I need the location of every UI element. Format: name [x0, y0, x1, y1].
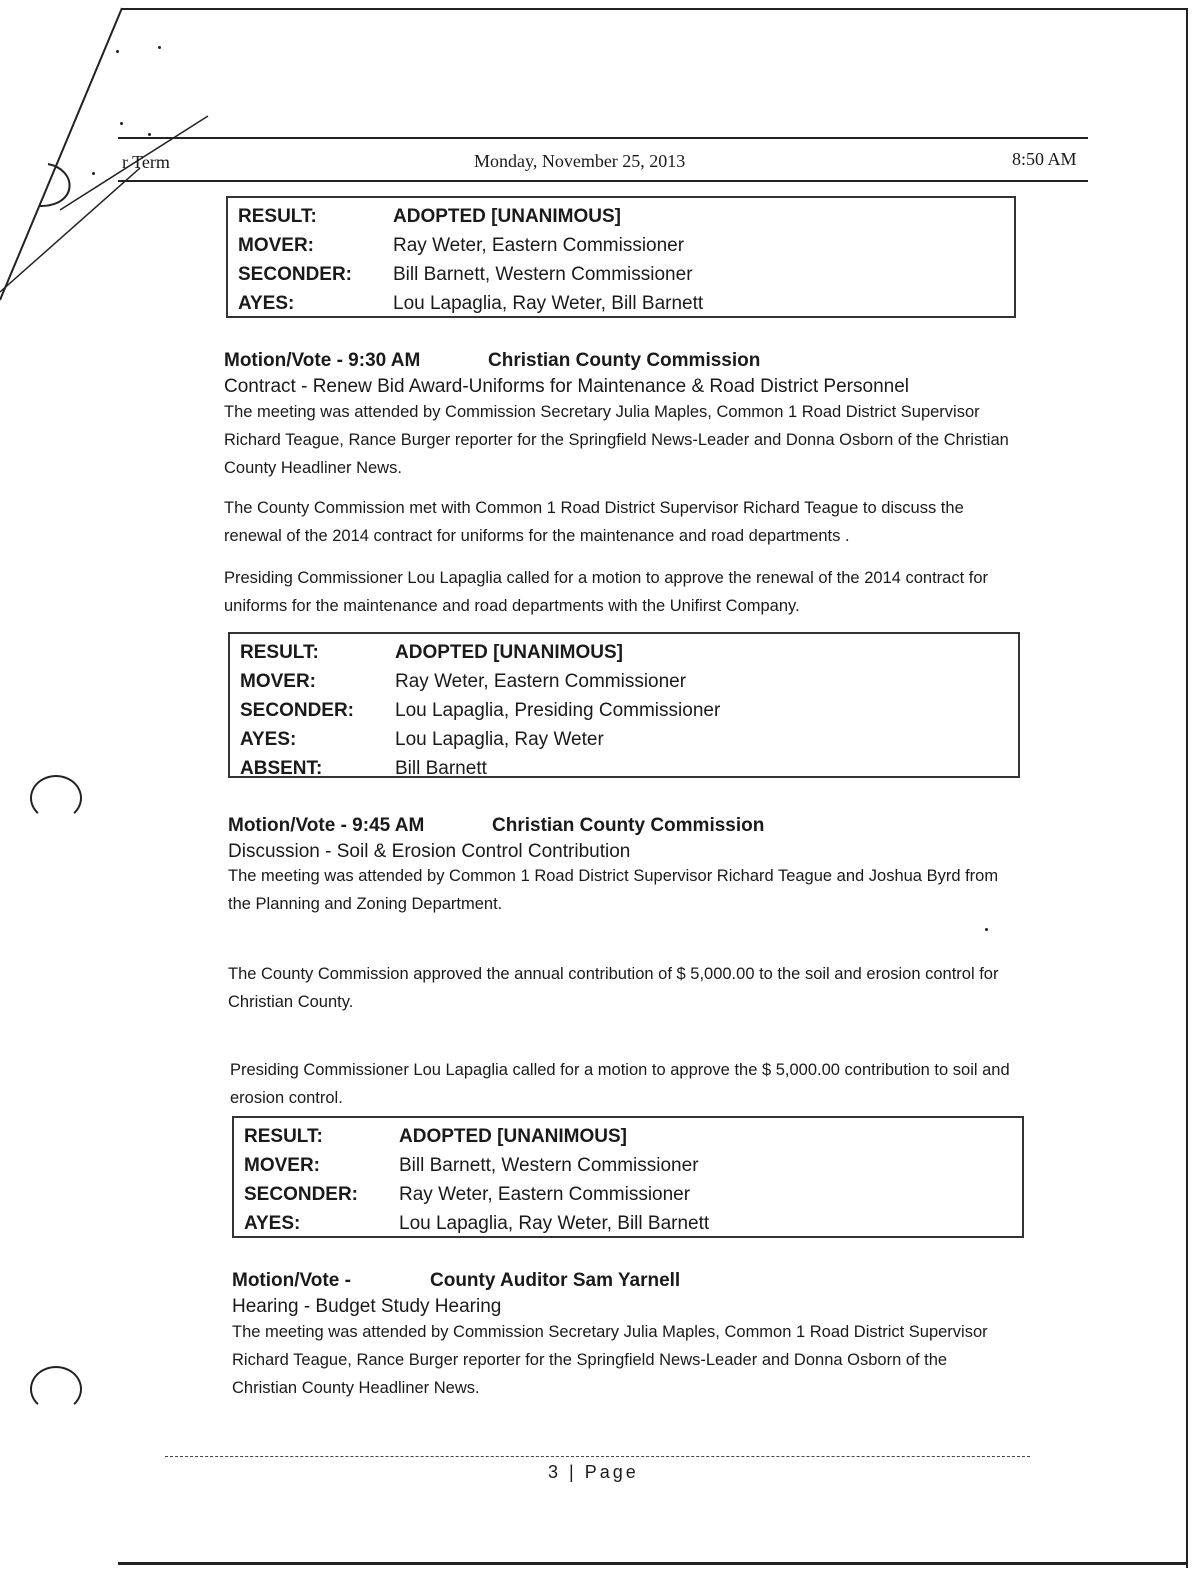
header-rule-bottom: [118, 180, 1088, 182]
vote-row-absent: [240, 754, 1008, 783]
seconder-label: SECONDER:: [244, 1183, 359, 1205]
mover-value: Ray Weter, Eastern Commissioner: [395, 670, 687, 692]
section-paragraph: Presiding Commissioner Lou Lapaglia called for a motion to approve the $ 5,000.00 contribution to soil and erosion control.: [230, 1061, 1010, 1107]
vote-row-mover: [240, 667, 1008, 696]
seconder-value: Bill Barnett, Western Commissioner: [393, 263, 693, 285]
section-motion-time: Motion/Vote - 9:45 AM: [228, 815, 425, 836]
header-term: r Term: [122, 152, 170, 172]
vote-result-box: [232, 1116, 1024, 1238]
scan-speck: [120, 122, 123, 125]
scan-speck: [148, 133, 151, 136]
section-organization: Christian County Commission: [488, 350, 761, 371]
result-label: RESULT:: [238, 205, 317, 227]
vote-row-mover: [238, 231, 1004, 260]
ayes-label: AYES:: [238, 292, 295, 314]
vote-row-ayes: [240, 725, 1008, 754]
section-paragraph: The meeting was attended by Common 1 Road District Supervisor Richard Teague and Joshua Byrd from the Planning and Zoning Department.: [228, 867, 999, 913]
section-organization: Christian County Commission: [492, 815, 765, 836]
punch-hole: [30, 1366, 82, 1412]
scan-speck: [158, 46, 161, 49]
scan-border-right: [1186, 8, 1188, 1568]
section-paragraph: The meeting was attended by Commission Secretary Julia Maples, Common 1 Road District Supervisor Richard Teague, Rance Burger reporter for the Springfield News-Leader and Donna Osborn of the Christian County Headliner News.: [224, 403, 1009, 477]
ayes-label: AYES:: [240, 728, 297, 750]
scan-speck: [116, 50, 119, 53]
section-subheading: Hearing - Budget Study Hearing: [232, 1296, 502, 1317]
mover-value: Bill Barnett, Western Commissioner: [399, 1154, 699, 1176]
ayes-value: Lou Lapaglia, Ray Weter, Bill Barnett: [393, 292, 704, 314]
section-heading: [224, 350, 760, 372]
vote-row-ayes: [244, 1209, 1012, 1238]
result-value: ADOPTED [UNANIMOUS]: [395, 641, 623, 663]
absent-label: ABSENT:: [240, 757, 323, 779]
section-heading: [228, 815, 764, 837]
scan-border-top: [122, 8, 1188, 10]
ayes-value: Lou Lapaglia, Ray Weter: [395, 728, 604, 750]
section-paragraph: The meeting was attended by Commission Secretary Julia Maples, Common 1 Road District Supervisor Richard Teague, Rance Burger reporter for the Springfield News-Leader and Donna Osborn of the Christian County Headliner News.: [232, 1323, 988, 1397]
mover-value: Ray Weter, Eastern Commissioner: [393, 234, 685, 256]
scan-speck: [985, 928, 988, 931]
vote-row-mover: [244, 1151, 1012, 1180]
vote-row-seconder: [244, 1180, 1012, 1209]
ayes-label: AYES:: [244, 1212, 301, 1234]
folded-corner-graphic: [0, 0, 240, 310]
punch-hole: [30, 775, 82, 821]
mover-label: MOVER:: [238, 234, 314, 256]
seconder-value: Ray Weter, Eastern Commissioner: [399, 1183, 691, 1205]
header-date: Monday, November 25, 2013: [474, 151, 686, 171]
mover-label: MOVER:: [240, 670, 316, 692]
section-motion-time: Motion/Vote - 9:30 AM: [224, 350, 421, 371]
vote-result-box: [226, 196, 1016, 318]
footer-rule: [165, 1456, 1030, 1457]
vote-row-seconder: [238, 260, 1004, 289]
scan-border-bottom: [118, 1562, 1188, 1565]
result-label: RESULT:: [240, 641, 319, 663]
seconder-label: SECONDER:: [238, 263, 353, 285]
seconder-value: Lou Lapaglia, Presiding Commissioner: [395, 699, 721, 721]
ayes-value: Lou Lapaglia, Ray Weter, Bill Barnett: [399, 1212, 710, 1234]
header-rule-top: [118, 137, 1088, 139]
seconder-label: SECONDER:: [240, 699, 355, 721]
section-subheading: Contract - Renew Bid Award-Uniforms for Maintenance & Road District Personnel: [224, 376, 909, 397]
section-paragraph: The County Commission approved the annual contribution of $ 5,000.00 to the soil and erosion control for Christian County.: [228, 965, 999, 1011]
vote-row-seconder: [240, 696, 1008, 725]
vote-row-ayes: [238, 289, 1004, 318]
vote-row-result: [240, 638, 1008, 667]
result-value: ADOPTED [UNANIMOUS]: [399, 1125, 627, 1147]
section-organization: County Auditor Sam Yarnell: [430, 1270, 681, 1291]
scan-speck: [92, 172, 95, 175]
vote-result-box: [228, 632, 1020, 778]
section-paragraph: Presiding Commissioner Lou Lapaglia called for a motion to approve the renewal of the 2014 contract for uniforms for the maintenance and road departments with the Unifirst Company.: [224, 569, 989, 615]
header-time: 8:50 AM: [1012, 149, 1077, 169]
result-label: RESULT:: [244, 1125, 323, 1147]
vote-row-result: [244, 1122, 1012, 1151]
absent-value: Bill Barnett: [395, 757, 487, 779]
section-paragraph: The County Commission met with Common 1 Road District Supervisor Richard Teague to discuss the renewal of the 2014 contract for uniforms for the maintenance and road departments .: [224, 499, 964, 545]
result-value: ADOPTED [UNANIMOUS]: [393, 205, 621, 227]
vote-row-result: [238, 202, 1004, 231]
mover-label: MOVER:: [244, 1154, 320, 1176]
page-number: 3 | Page: [548, 1462, 639, 1482]
section-subheading: Discussion - Soil & Erosion Control Contribution: [228, 841, 631, 862]
section-heading: [232, 1270, 680, 1292]
section-motion-time: Motion/Vote -: [232, 1270, 351, 1291]
